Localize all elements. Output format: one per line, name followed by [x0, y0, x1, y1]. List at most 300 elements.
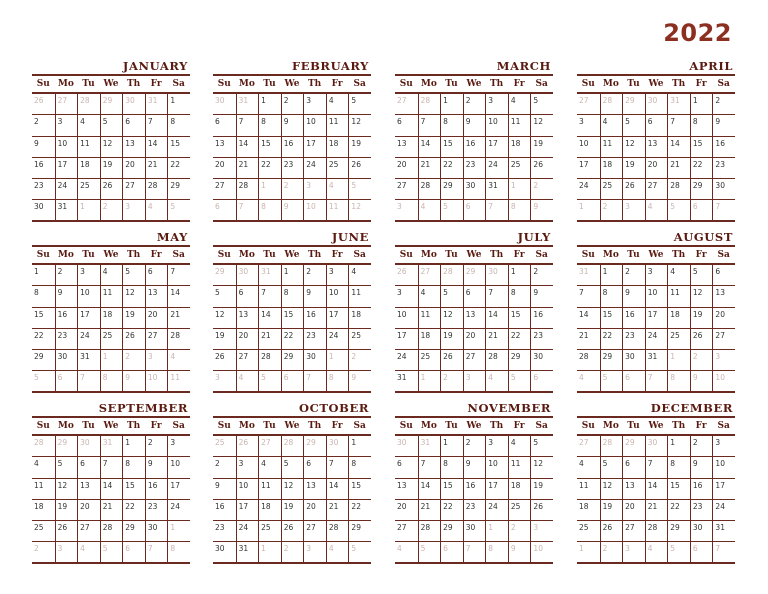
day-cell: 28: [145, 179, 168, 200]
day-cell: 14: [145, 137, 168, 158]
day-cell: 31: [395, 371, 418, 392]
day-cell: 13: [645, 137, 668, 158]
weekday-header: [395, 247, 553, 263]
adjacent-day-cell: 1: [508, 179, 531, 200]
day-cell: 30: [145, 521, 168, 542]
day-grid: [395, 94, 553, 222]
day-cell: 3: [236, 457, 259, 478]
day-cell: 2: [690, 436, 713, 457]
day-cell: 28: [418, 179, 441, 200]
day-cell: 12: [530, 457, 553, 478]
adjacent-day-cell: 29: [463, 265, 486, 286]
weekday-label: We: [466, 250, 482, 260]
day-cell: 14: [577, 308, 600, 329]
adjacent-day-cell: 5: [348, 542, 371, 563]
weekday-label: Mo: [420, 421, 437, 431]
adjacent-day-cell: 7: [712, 200, 735, 221]
day-cell: 19: [55, 500, 78, 521]
day-cell: 10: [326, 286, 349, 307]
day-cell: 28: [645, 521, 668, 542]
weekday-label: Mo: [602, 421, 619, 431]
day-cell: 24: [55, 179, 78, 200]
day-cell: 22: [281, 329, 304, 350]
day-cell: 23: [712, 158, 735, 179]
day-cell: 6: [236, 286, 259, 307]
day-cell: 14: [258, 308, 281, 329]
day-grid: [577, 265, 735, 393]
weekday-label: Su: [217, 79, 231, 89]
adjacent-day-cell: 28: [418, 94, 441, 115]
weekday-label: Mo: [238, 421, 255, 431]
adjacent-day-cell: 3: [530, 521, 553, 542]
adjacent-day-cell: 7: [463, 542, 486, 563]
day-cell: 28: [258, 350, 281, 371]
month-name: MARCH: [496, 59, 551, 73]
day-cell: 19: [690, 308, 713, 329]
day-cell: 31: [236, 542, 259, 563]
adjacent-day-cell: 2: [690, 350, 713, 371]
adjacent-day-cell: 1: [667, 350, 690, 371]
weekday-label: Su: [217, 421, 231, 431]
day-cell: 3: [326, 265, 349, 286]
adjacent-day-cell: 4: [167, 350, 190, 371]
day-cell: 27: [122, 179, 145, 200]
adjacent-day-cell: 3: [145, 350, 168, 371]
day-cell: 2: [712, 94, 735, 115]
day-cell: 22: [508, 329, 531, 350]
day-cell: 21: [645, 500, 668, 521]
month-name: JUNE: [331, 230, 369, 244]
day-cell: 25: [32, 521, 55, 542]
weekday-label: Su: [217, 250, 231, 260]
month-june: [213, 231, 371, 393]
day-cell: 24: [236, 521, 259, 542]
weekday-label: Mo: [57, 250, 74, 260]
day-cell: 28: [167, 329, 190, 350]
adjacent-day-cell: 1: [258, 179, 281, 200]
day-cell: 13: [395, 479, 418, 500]
adjacent-day-cell: 29: [100, 94, 123, 115]
adjacent-day-cell: 1: [577, 200, 600, 221]
day-cell: 16: [281, 137, 304, 158]
adjacent-day-cell: 3: [712, 350, 735, 371]
day-cell: 13: [213, 137, 236, 158]
day-cell: 12: [600, 479, 623, 500]
day-cell: 26: [348, 158, 371, 179]
weekday-label: We: [466, 421, 482, 431]
day-cell: 22: [667, 500, 690, 521]
day-cell: 7: [418, 457, 441, 478]
day-cell: 11: [32, 479, 55, 500]
day-cell: 19: [281, 500, 304, 521]
adjacent-day-cell: 4: [645, 200, 668, 221]
weekday-label: Fr: [513, 421, 525, 431]
day-cell: 18: [508, 479, 531, 500]
day-cell: 7: [667, 115, 690, 136]
day-cell: 1: [122, 436, 145, 457]
day-cell: 21: [145, 158, 168, 179]
adjacent-day-cell: 30: [395, 436, 418, 457]
day-cell: 26: [213, 350, 236, 371]
day-cell: 26: [530, 158, 553, 179]
day-cell: 19: [440, 329, 463, 350]
day-cell: 15: [122, 479, 145, 500]
day-cell: 24: [485, 158, 508, 179]
year-title: 2022: [663, 19, 732, 47]
month-november: [395, 402, 553, 564]
day-cell: 14: [100, 479, 123, 500]
weekday-label: Sa: [535, 250, 548, 260]
adjacent-day-cell: 4: [77, 542, 100, 563]
day-cell: 5: [622, 115, 645, 136]
day-cell: 17: [167, 479, 190, 500]
day-cell: 12: [440, 308, 463, 329]
day-cell: 18: [77, 158, 100, 179]
day-cell: 15: [440, 479, 463, 500]
day-cell: 7: [145, 115, 168, 136]
adjacent-day-cell: 28: [600, 436, 623, 457]
day-cell: 4: [600, 115, 623, 136]
day-cell: 25: [348, 329, 371, 350]
adjacent-day-cell: 4: [645, 542, 668, 563]
day-cell: 24: [167, 500, 190, 521]
day-cell: 27: [236, 350, 259, 371]
day-cell: 9: [145, 457, 168, 478]
adjacent-day-cell: 6: [281, 371, 304, 392]
adjacent-day-cell: 8: [100, 371, 123, 392]
day-cell: 21: [236, 158, 259, 179]
adjacent-day-cell: 11: [326, 200, 349, 221]
day-cell: 9: [622, 286, 645, 307]
adjacent-day-cell: 5: [32, 371, 55, 392]
adjacent-day-cell: 6: [55, 371, 78, 392]
adjacent-day-cell: 9: [508, 542, 531, 563]
day-cell: 12: [348, 115, 371, 136]
adjacent-day-cell: 6: [213, 200, 236, 221]
weekday-label: Sa: [353, 250, 366, 260]
day-cell: 5: [100, 115, 123, 136]
day-cell: 19: [213, 329, 236, 350]
adjacent-day-cell: 7: [645, 371, 668, 392]
day-cell: 24: [712, 500, 735, 521]
day-cell: 15: [167, 137, 190, 158]
day-cell: 25: [418, 350, 441, 371]
weekday-label: Su: [399, 79, 413, 89]
day-cell: 25: [577, 521, 600, 542]
day-cell: 30: [712, 179, 735, 200]
weekday-label: Fr: [695, 250, 707, 260]
day-cell: 18: [418, 329, 441, 350]
day-cell: 27: [463, 350, 486, 371]
day-cell: 20: [145, 308, 168, 329]
adjacent-day-cell: 27: [258, 436, 281, 457]
day-cell: 29: [281, 350, 304, 371]
day-cell: 27: [712, 329, 735, 350]
adjacent-day-cell: 1: [100, 350, 123, 371]
adjacent-day-cell: 26: [395, 265, 418, 286]
weekday-label: Fr: [150, 79, 162, 89]
adjacent-day-cell: 30: [77, 436, 100, 457]
weekday-label: We: [648, 421, 664, 431]
day-cell: 11: [508, 457, 531, 478]
day-cell: 22: [32, 329, 55, 350]
day-cell: 12: [530, 115, 553, 136]
weekday-label: Mo: [238, 79, 255, 89]
day-cell: 6: [122, 115, 145, 136]
day-cell: 20: [645, 158, 668, 179]
day-cell: 6: [463, 286, 486, 307]
day-cell: 2: [463, 94, 486, 115]
day-cell: 20: [236, 329, 259, 350]
day-cell: 22: [440, 158, 463, 179]
day-cell: 26: [600, 521, 623, 542]
adjacent-day-cell: 30: [213, 94, 236, 115]
day-cell: 11: [418, 308, 441, 329]
day-cell: 10: [303, 115, 326, 136]
weekday-label: Fr: [150, 421, 162, 431]
day-cell: 18: [258, 500, 281, 521]
adjacent-day-cell: 31: [418, 436, 441, 457]
weekday-label: Th: [126, 421, 141, 431]
day-cell: 5: [440, 286, 463, 307]
day-cell: 22: [258, 158, 281, 179]
day-cell: 5: [348, 94, 371, 115]
day-cell: 24: [77, 329, 100, 350]
day-cell: 28: [236, 179, 259, 200]
day-grid: [32, 265, 190, 393]
weekday-label: Th: [489, 250, 504, 260]
day-cell: 17: [577, 158, 600, 179]
weekday-label: Su: [36, 250, 50, 260]
month-october: [213, 402, 371, 564]
day-cell: 9: [213, 479, 236, 500]
weekday-label: Su: [581, 250, 595, 260]
adjacent-day-cell: 12: [348, 200, 371, 221]
day-cell: 18: [348, 308, 371, 329]
day-cell: 15: [348, 479, 371, 500]
day-cell: 3: [77, 265, 100, 286]
day-cell: 23: [145, 500, 168, 521]
day-cell: 3: [577, 115, 600, 136]
day-cell: 20: [463, 329, 486, 350]
weekday-label: Th: [671, 250, 686, 260]
adjacent-day-cell: 7: [145, 542, 168, 563]
day-cell: 8: [508, 286, 531, 307]
weekday-label: Tu: [445, 79, 458, 89]
day-cell: 30: [55, 350, 78, 371]
day-cell: 9: [712, 115, 735, 136]
day-cell: 4: [508, 94, 531, 115]
adjacent-day-cell: 31: [667, 94, 690, 115]
adjacent-day-cell: 6: [690, 200, 713, 221]
weekday-label: Su: [36, 421, 50, 431]
day-cell: 4: [418, 286, 441, 307]
adjacent-day-cell: 8: [326, 371, 349, 392]
day-cell: 10: [485, 115, 508, 136]
day-cell: 26: [122, 329, 145, 350]
adjacent-day-cell: 3: [622, 542, 645, 563]
day-cell: 29: [667, 521, 690, 542]
day-cell: 20: [622, 500, 645, 521]
weekday-label: Tu: [263, 79, 276, 89]
adjacent-day-cell: 4: [418, 200, 441, 221]
day-cell: 15: [690, 137, 713, 158]
day-grid: [32, 436, 190, 564]
day-cell: 19: [122, 308, 145, 329]
day-cell: 1: [348, 436, 371, 457]
day-cell: 8: [32, 286, 55, 307]
day-cell: 17: [395, 329, 418, 350]
day-cell: 9: [463, 457, 486, 478]
weekday-header: [32, 247, 190, 263]
adjacent-day-cell: 3: [303, 179, 326, 200]
day-cell: 16: [690, 479, 713, 500]
adjacent-day-cell: 29: [303, 436, 326, 457]
month-december: [577, 402, 735, 564]
day-cell: 18: [32, 500, 55, 521]
day-cell: 26: [281, 521, 304, 542]
day-cell: 9: [55, 286, 78, 307]
adjacent-day-cell: 6: [622, 371, 645, 392]
day-cell: 25: [100, 329, 123, 350]
day-cell: 30: [463, 179, 486, 200]
adjacent-day-cell: 26: [236, 436, 259, 457]
day-cell: 6: [395, 457, 418, 478]
day-cell: 23: [303, 329, 326, 350]
day-cell: 1: [508, 265, 531, 286]
month-name: APRIL: [689, 59, 733, 73]
day-cell: 2: [303, 265, 326, 286]
adjacent-day-cell: 30: [645, 436, 668, 457]
day-cell: 4: [77, 115, 100, 136]
month-august: [577, 231, 735, 393]
day-cell: 21: [577, 329, 600, 350]
day-cell: 16: [712, 137, 735, 158]
day-cell: 19: [622, 158, 645, 179]
adjacent-day-cell: 9: [690, 371, 713, 392]
day-cell: 12: [100, 137, 123, 158]
day-cell: 21: [667, 158, 690, 179]
weekday-label: Su: [399, 250, 413, 260]
day-cell: 10: [236, 479, 259, 500]
day-cell: 17: [485, 137, 508, 158]
day-cell: 16: [303, 308, 326, 329]
day-cell: 1: [600, 265, 623, 286]
day-cell: 19: [530, 479, 553, 500]
day-cell: 9: [530, 286, 553, 307]
day-cell: 11: [508, 115, 531, 136]
adjacent-day-cell: 10: [530, 542, 553, 563]
day-cell: 22: [440, 500, 463, 521]
weekday-label: Tu: [263, 421, 276, 431]
day-cell: 12: [281, 479, 304, 500]
adjacent-day-cell: 2: [508, 521, 531, 542]
day-cell: 13: [77, 479, 100, 500]
day-cell: 6: [645, 115, 668, 136]
adjacent-day-cell: 1: [418, 371, 441, 392]
adjacent-day-cell: 5: [667, 542, 690, 563]
day-cell: 14: [645, 479, 668, 500]
adjacent-day-cell: 1: [167, 521, 190, 542]
adjacent-day-cell: 1: [577, 542, 600, 563]
day-cell: 31: [55, 200, 78, 221]
day-cell: 19: [348, 137, 371, 158]
day-cell: 1: [167, 94, 190, 115]
day-cell: 23: [622, 329, 645, 350]
day-cell: 16: [463, 479, 486, 500]
weekday-label: Sa: [717, 79, 730, 89]
day-cell: 17: [326, 308, 349, 329]
day-cell: 21: [100, 500, 123, 521]
day-cell: 12: [622, 137, 645, 158]
day-cell: 11: [100, 286, 123, 307]
month-name: SEPTEMBER: [98, 401, 188, 415]
weekday-header: [395, 418, 553, 434]
day-cell: 13: [395, 137, 418, 158]
day-cell: 16: [530, 308, 553, 329]
adjacent-day-cell: 4: [395, 542, 418, 563]
weekday-label: Th: [489, 421, 504, 431]
weekday-label: Sa: [717, 421, 730, 431]
day-cell: 24: [303, 158, 326, 179]
adjacent-day-cell: 28: [281, 436, 304, 457]
day-cell: 2: [281, 94, 304, 115]
weekday-header: [577, 418, 735, 434]
day-cell: 14: [326, 479, 349, 500]
day-cell: 6: [303, 457, 326, 478]
day-cell: 3: [485, 436, 508, 457]
day-cell: 16: [622, 308, 645, 329]
day-cell: 10: [712, 457, 735, 478]
day-cell: 29: [348, 521, 371, 542]
weekday-label: Tu: [82, 250, 95, 260]
weekday-label: Mo: [238, 250, 255, 260]
weekday-label: Tu: [627, 79, 640, 89]
month-april: [577, 60, 735, 222]
adjacent-day-cell: 2: [100, 200, 123, 221]
weekday-label: Fr: [331, 79, 343, 89]
day-cell: 26: [55, 521, 78, 542]
weekday-label: Sa: [172, 250, 185, 260]
day-cell: 28: [100, 521, 123, 542]
adjacent-day-cell: 5: [667, 200, 690, 221]
adjacent-day-cell: 5: [258, 371, 281, 392]
adjacent-day-cell: 6: [440, 542, 463, 563]
month-september: [32, 402, 190, 564]
weekday-label: Fr: [695, 79, 707, 89]
adjacent-day-cell: 29: [213, 265, 236, 286]
day-cell: 12: [690, 286, 713, 307]
weekday-label: Fr: [513, 250, 525, 260]
day-cell: 20: [395, 500, 418, 521]
day-cell: 21: [167, 308, 190, 329]
day-cell: 23: [213, 521, 236, 542]
day-cell: 3: [55, 115, 78, 136]
weekday-label: Su: [581, 421, 595, 431]
day-cell: 4: [508, 436, 531, 457]
weekday-label: Sa: [172, 421, 185, 431]
day-cell: 27: [145, 329, 168, 350]
adjacent-day-cell: 6: [122, 542, 145, 563]
day-cell: 17: [236, 500, 259, 521]
weekday-label: Su: [36, 79, 50, 89]
day-cell: 17: [77, 308, 100, 329]
day-cell: 23: [530, 329, 553, 350]
day-cell: 19: [600, 500, 623, 521]
day-cell: 20: [712, 308, 735, 329]
day-grid: [213, 436, 371, 564]
day-cell: 14: [167, 286, 190, 307]
